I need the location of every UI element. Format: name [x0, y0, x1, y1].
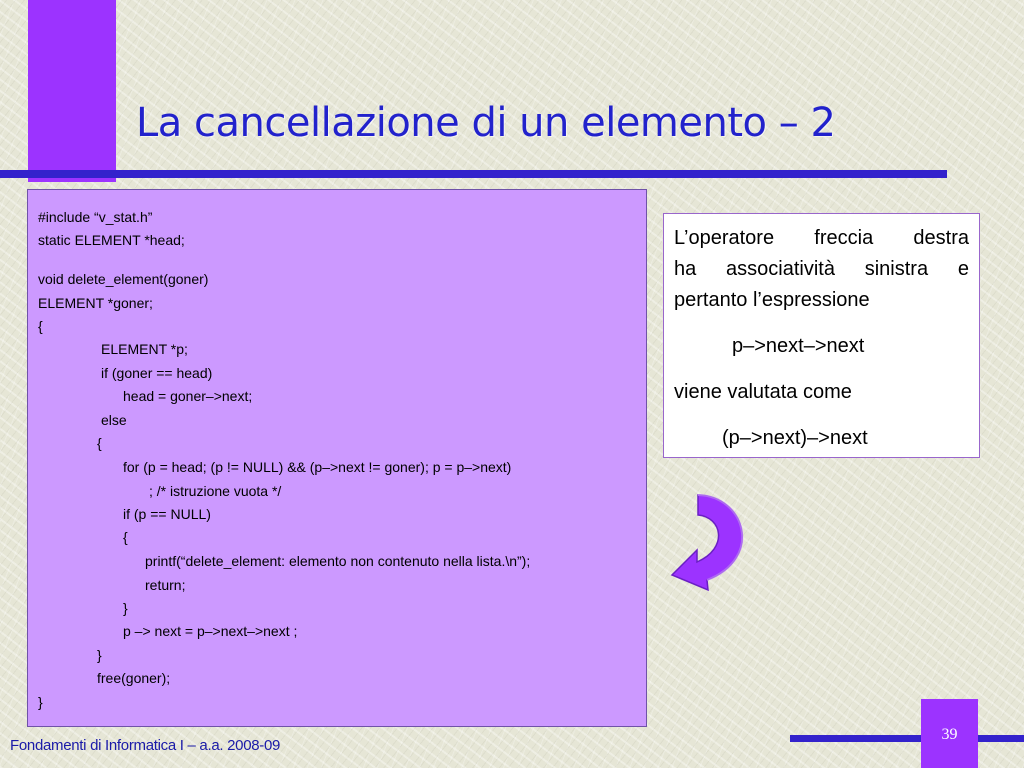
code-line: p –> next = p–>next–>next ; — [123, 623, 298, 639]
code-line: { — [38, 318, 43, 334]
note-expression: (p–>next)–>next — [722, 427, 868, 449]
code-line: if (p == NULL) — [123, 506, 211, 522]
code-line: { — [123, 529, 128, 545]
note-text-line: viene valutata come — [674, 381, 852, 403]
note-text-line: pertanto l’espressione — [674, 289, 870, 311]
code-box — [27, 189, 647, 727]
footer-line — [790, 735, 1024, 742]
decorative-vertical-bar — [28, 0, 116, 182]
code-line: for (p = head; (p != NULL) && (p–>next != goner); p = p–>next) — [123, 459, 512, 475]
page-number-box — [921, 699, 978, 768]
note-expression: p–>next–>next — [732, 335, 865, 357]
code-line: ELEMENT *goner; — [38, 295, 153, 311]
note-text-line: ha associatività sinistra e — [674, 258, 969, 280]
code-line: #include “v_stat.h” — [38, 209, 153, 225]
note-box — [663, 213, 980, 458]
code-line: return; — [145, 577, 186, 593]
code-line: if (goner == head) — [101, 365, 213, 381]
page-number: 39 — [941, 726, 958, 743]
code-line: else — [101, 412, 127, 428]
code-line: head = goner–>next; — [123, 388, 253, 404]
slide-title: La cancellazione di un elemento – 2 — [136, 100, 836, 146]
title-underline — [0, 170, 947, 178]
code-line: void delete_element(goner) — [38, 271, 209, 287]
code-line: free(goner); — [97, 670, 171, 686]
note-text-line: L’operatore freccia destra — [674, 227, 969, 249]
code-line: } — [123, 600, 128, 616]
code-line: ; /* istruzione vuota */ — [149, 483, 282, 499]
code-line: printf(“delete_element: elemento non contenuto nella lista.\n”); — [145, 553, 531, 569]
footer-text: Fondamenti di Informatica I – a.a. 2008-09 — [10, 737, 281, 754]
code-line: ELEMENT *p; — [101, 341, 188, 357]
code-line: { — [97, 435, 102, 451]
code-line: } — [97, 647, 102, 663]
curved-arrow-icon — [667, 490, 749, 602]
code-line: } — [38, 694, 43, 710]
code-line: static ELEMENT *head; — [38, 232, 185, 248]
